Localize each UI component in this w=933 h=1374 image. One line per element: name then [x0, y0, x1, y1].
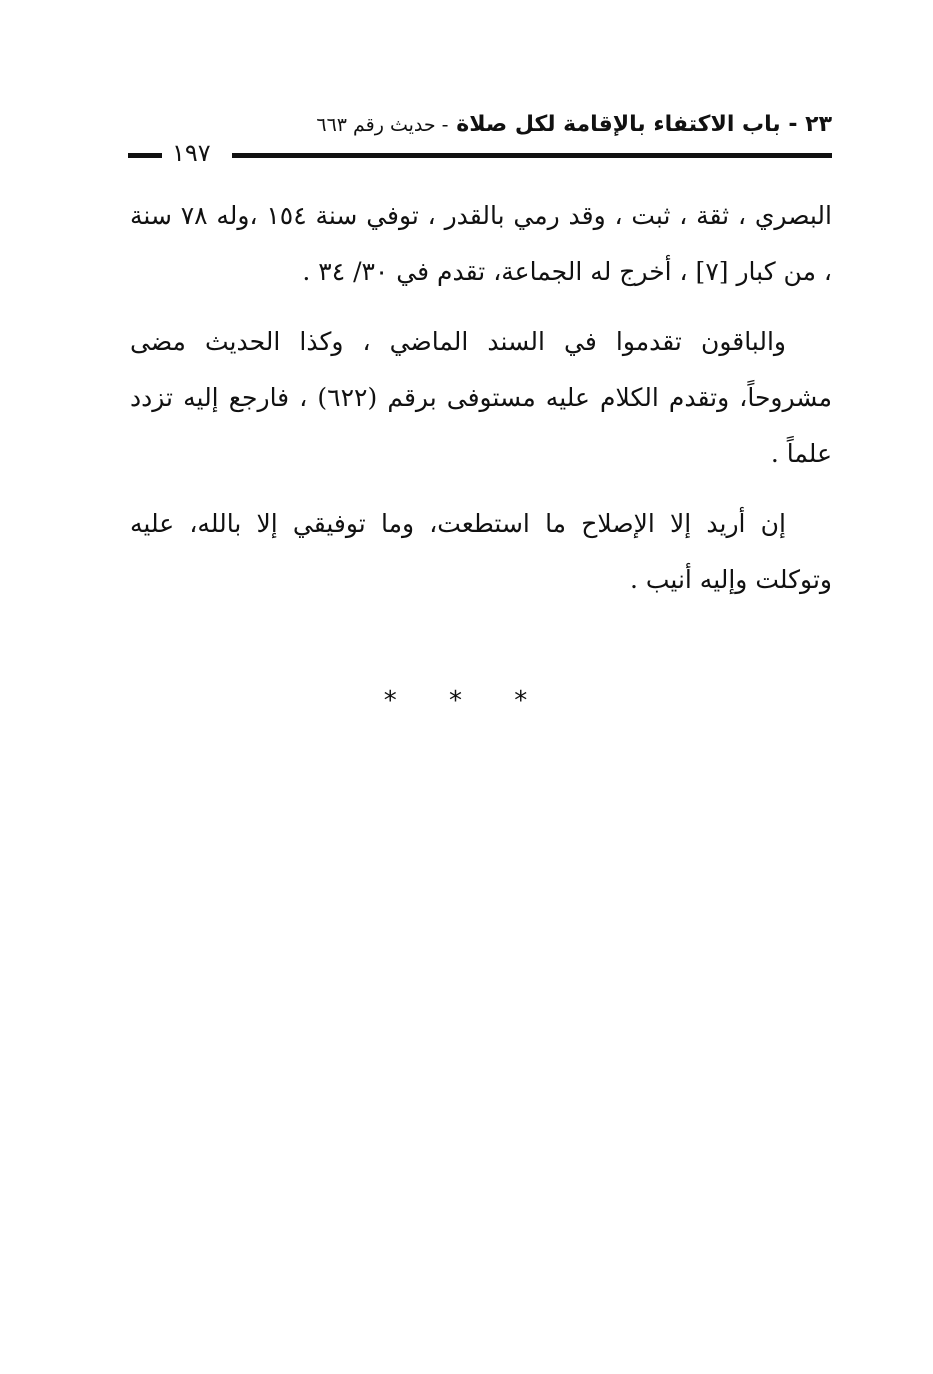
chapter-title: ٢٣ - باب الاكتفاء بالإقامة لكل صلاة — [456, 112, 832, 137]
paragraph-closing-prayer: إن أريد إلا الإصلاح ما استطعت، وما توفيقي إلا بالله، عليه وتوكلت وإليه أنيب . — [130, 509, 832, 594]
running-head — [316, 112, 832, 137]
header-rule — [232, 153, 832, 158]
section-separator: * * * — [383, 686, 550, 716]
body-text — [130, 188, 832, 622]
page-header — [128, 112, 832, 172]
page-number-rule — [128, 153, 162, 158]
paragraph-remaining-narrators: والباقون تقدموا في السند الماضي ، وكذا الحديث مضى مشروحاً، وتقدم الكلام عليه مستوفى برقم (٦٢٢) ، فارجع إليه تزدد علماً . — [130, 327, 832, 468]
paragraph-narrator: البصري ، ثقة ، ثبت ، وقد رمي بالقدر ، توفي سنة ١٥٤ ،وله ٧٨ سنة ، من كبار [٧] ، أخرج له الجماعة، تقدم في ٣٠/ ٣٤ . — [130, 201, 832, 286]
hadith-reference: - حديث رقم ٦٦٣ — [316, 114, 449, 136]
page-number: ١٩٧ — [172, 139, 211, 167]
